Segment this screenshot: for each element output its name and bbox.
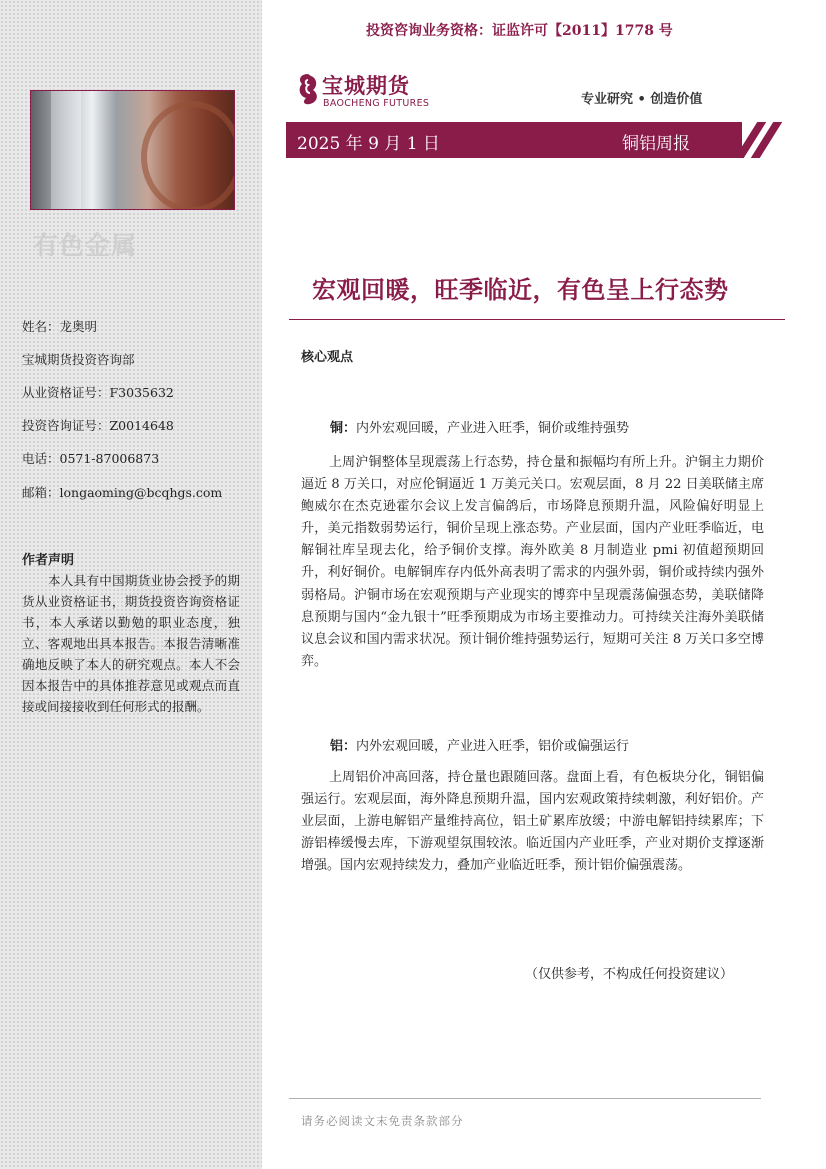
report-type: 铜铝周报 [622, 134, 690, 154]
aluminum-analysis: 上周铝价冲高回落，持仓量也跟随回落。盘面上看，有色板块分化，铜铝偏强运行。宏观层面，海外降息预期升温，国内宏观政策持续刺激，利好铝价。产业层面，上游电解铝产量维持高位，铝土矿累库放缓；中游电解铝持续累库；下游铝棒缓慢去库，下游观望氛围较浓。临近国内产业旺季，产业对期价支撑逐渐增强。国内宏观持续发力，叠加产业临近旺季，预计铝价偏强震荡。 [301, 770, 764, 874]
core-views-title: 核心观点 [301, 350, 354, 365]
copper-summary: 内外宏观回暖，产业进入旺季，铜价或维持强势 [356, 421, 630, 436]
copper-analysis: 上周沪铜整体呈现震荡上行态势，持仓量和振幅均有所上升。沪铜主力期价逼近 8 万关口，对应伦铜逼近 1 万美元关口。宏观层面，8 月 22 日美联储主席鲍威尔在杰克逊霍尔会议上发言偏鸽后，市场降息预期升温，风险偏好明显上升，美元指数弱势运行，铜价呈现上涨态势。产业层面，国内产业旺季临近，电解铜社库呈现去化，给予铜价支撑。海外欧美 8 月制造业 pmi 初值超预期回升，利好铜价。电解铜库存内低外高表明了需求的内强外弱，铜价或持续内强外弱格局。沪铜市场在宏观预期与产业现实的博弈中呈现震荡偏强态势，美联储降息预期与国内“金九银十”旺季预期成为市场主要推动力。可持续关注海外美联储议息会议和国内需求状况。预计铜价维持强势运行，短期可关注 8 万关口多空博弈。 [301, 455, 764, 669]
headline: 宏观回暖，旺季临近，有色呈上行态势 [312, 276, 729, 304]
declaration-title: 作者声明 [22, 553, 75, 568]
copper-coil-photo [30, 90, 235, 210]
copper-label: 铜： [330, 421, 357, 436]
phone: 电话：0571-87006873 [22, 451, 160, 466]
declaration-body: 本人具有中国期货业协会授予的期货从业资格证书，期货投资咨询资格证书，本人承诺以勤勉的职业态度，独立、客观地出具本报告。本报告清晰准确地反映了本人的研究观点。本人不会因本报告中的具体推荐意见或观点而直接或间接接收到任何形式的报酬。 [22, 573, 240, 714]
email[interactable]: 邮箱：longaoming@bcqhgs.com [22, 485, 223, 500]
analyst-name: 姓名：龙奥明 [22, 319, 98, 334]
aluminum-point [330, 735, 629, 754]
aluminum-summary: 内外宏观回暖，产业进入旺季，铝价或偏强运行 [356, 739, 630, 754]
license-text: 投资咨询业务资格：证监许可【2011】1778 号 [366, 23, 673, 39]
logo-english: BAOCHENG FUTURES [323, 98, 430, 109]
photo-highlight [51, 91, 81, 209]
disclaimer: （仅供参考，不构成任何投资建议） [525, 967, 734, 982]
consulting-number: 投资咨询证号：Z0014648 [22, 418, 174, 433]
qualification-number: 从业资格证号：F3035632 [22, 385, 174, 400]
sidebar [0, 0, 262, 1169]
logo-chinese: 宝城期货 [322, 73, 410, 98]
footer-note: 请务必阅读文末免责条款部分 [301, 1114, 464, 1128]
aluminum-label: 铝： [330, 739, 357, 754]
report-date: 2025 年 9 月 1 日 [297, 134, 440, 154]
headline-divider [289, 319, 785, 320]
footer-divider [289, 1098, 761, 1099]
photo-coil [141, 101, 235, 210]
sector-label: 有色金属 [33, 231, 138, 260]
department: 宝城期货投资咨询部 [22, 352, 135, 367]
company-logo-icon [296, 72, 320, 106]
copper-point [330, 417, 629, 436]
slogan: 专业研究 • 创造价值 [581, 92, 703, 107]
